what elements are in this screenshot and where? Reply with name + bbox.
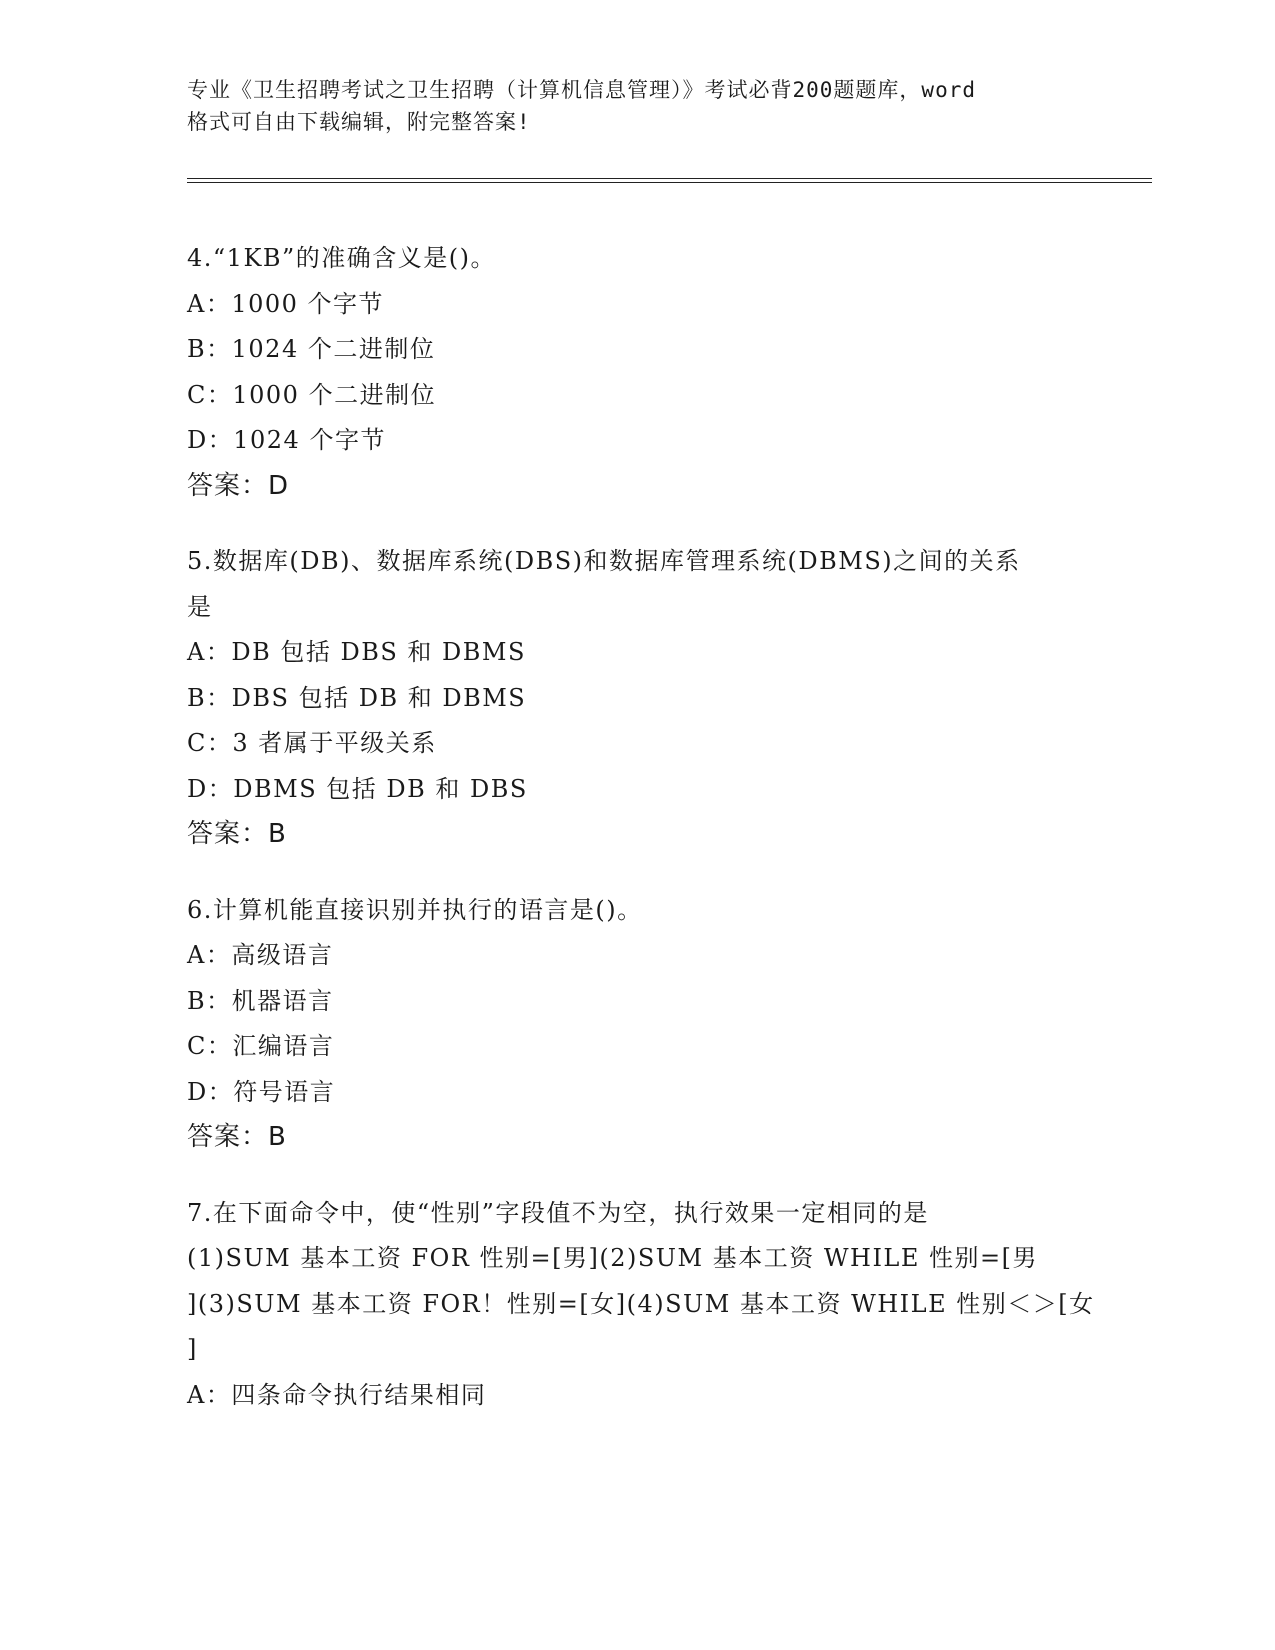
question-stem: 5.数据库(DB)、数据库系统(DBS)和数据库管理系统(DBMS)之间的关系 <box>187 547 1021 575</box>
header-divider-bottom <box>187 182 1152 183</box>
option-c: C：汇编语言 <box>187 1032 335 1060</box>
option-d: D：DBMS 包括 DB 和 DBS <box>187 774 528 803</box>
question-7 <box>187 1191 1095 1419</box>
header-line-1: 专业《卫生招聘考试之卫生招聘（计算机信息管理）》考试必背200题题库，word <box>187 78 976 102</box>
option-a: A：高级语言 <box>187 941 334 969</box>
option-a: A：1000 个字节 <box>187 289 385 318</box>
question-4 <box>187 236 1087 509</box>
header-line-2: 格式可自由下载编辑，附完整答案! <box>187 110 531 134</box>
question-stem-continued: ] <box>187 1335 198 1363</box>
answer-line: 答案：B <box>187 819 287 849</box>
question-stem-continued: 是 <box>187 592 213 621</box>
question-6 <box>187 888 1087 1161</box>
answer-line: 答案：B <box>187 1122 287 1152</box>
question-stem-continued: (1)SUM 基本工资 FOR 性别=[男](2)SUM 基本工资 WHILE 性别=[男 <box>187 1244 1038 1272</box>
header-divider-top <box>187 178 1152 179</box>
option-c: C：1000 个二进制位 <box>187 380 437 409</box>
option-a: A：DB 包括 DBS 和 DBMS <box>187 638 526 666</box>
question-stem-continued: ](3)SUM 基本工资 FOR！性别=[女](4)SUM 基本工资 WHILE 性别＜＞[女 <box>187 1289 1095 1318</box>
option-c: C：3 者属于平级关系 <box>187 729 437 757</box>
question-stem: 6.计算机能直接识别并执行的语言是()。 <box>187 895 643 924</box>
question-stem: 7.在下面命令中，使“性别”字段值不为空，执行效果一定相同的是 <box>187 1198 929 1227</box>
document-header <box>187 74 1087 138</box>
answer-line: 答案：D <box>187 470 290 501</box>
option-b: B：DBS 包括 DB 和 DBMS <box>187 683 527 712</box>
option-a: A：四条命令执行结果相同 <box>187 1380 487 1409</box>
option-b: B：机器语言 <box>187 986 334 1015</box>
question-stem: 4.“1KB”的准确含义是()。 <box>187 244 496 272</box>
option-d: D：符号语言 <box>187 1077 336 1106</box>
question-list <box>187 236 1095 1448</box>
option-b: B：1024 个二进制位 <box>187 335 436 363</box>
question-5 <box>187 539 1087 858</box>
option-d: D：1024 个字节 <box>187 426 386 454</box>
